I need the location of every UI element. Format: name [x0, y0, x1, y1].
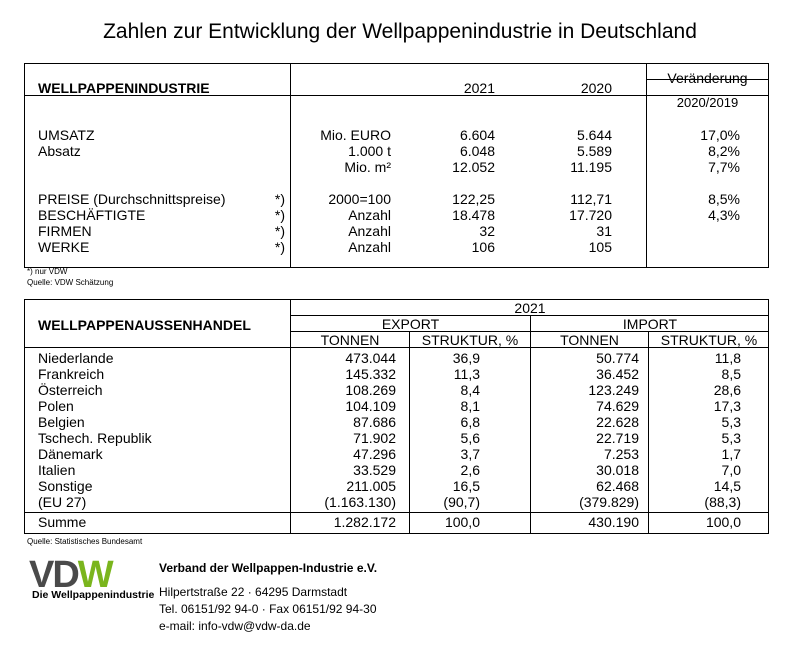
row-2021: 32 — [479, 223, 495, 239]
country-label: Österreich — [38, 382, 103, 398]
import-struktur: 17,3 — [713, 398, 741, 414]
table-heading: WELLPAPPENINDUSTRIE — [38, 80, 210, 96]
row-footnote-mark: *) — [274, 191, 285, 207]
export-struktur: 3,7 — [460, 446, 480, 462]
export-tonnen: 47.296 — [353, 446, 396, 462]
trade-table — [24, 299, 769, 534]
country-label: Polen — [38, 398, 74, 414]
row-label: Absatz — [38, 143, 81, 159]
row-unit: Mio. EURO — [320, 127, 391, 143]
export-tonnen: 108.269 — [345, 382, 396, 398]
row-footnote-mark: *) — [274, 239, 285, 255]
sum-import-struktur: 100,0 — [705, 514, 741, 530]
import-tonnen: 123.249 — [588, 382, 639, 398]
country-label: Italien — [38, 462, 76, 478]
import-tonnen: 50.774 — [596, 350, 639, 366]
row-unit: Anzahl — [348, 239, 391, 255]
country-label: Dänemark — [38, 446, 103, 462]
export-tonnen: 473.044 — [345, 350, 396, 366]
import-struktur: 14,5 — [713, 478, 741, 494]
sum-export-struktur: 100,0 — [444, 514, 480, 530]
page-title: Zahlen zur Entwicklung der Wellpappenindustrie in Deutschland — [103, 20, 697, 43]
row-change: 17,0% — [700, 127, 740, 143]
country-label: (EU 27) — [38, 494, 87, 510]
export-tonnen: (1.163.130) — [324, 494, 396, 510]
year-header: 2021 — [514, 300, 546, 316]
row-change: 7,7% — [708, 159, 740, 175]
org-name: Verband der Wellpappen-Industrie e.V. — [159, 561, 378, 575]
row-change: 8,5% — [708, 191, 740, 207]
row-unit: Anzahl — [348, 223, 391, 239]
country-label: Belgien — [38, 414, 85, 430]
export-struktur-header: STRUKTUR, % — [421, 332, 519, 348]
row-label: BESCHÄFTIGTE — [38, 207, 146, 223]
country-label: Frankreich — [38, 366, 105, 382]
divider — [25, 512, 768, 513]
import-tonnen: 36.452 — [596, 366, 639, 382]
row-footnote-mark: *) — [274, 223, 285, 239]
logo-subtitle: Die Wellpappenindustrie — [32, 589, 155, 601]
row-change: 4,3% — [708, 207, 740, 223]
export-tonnen: 71.902 — [353, 430, 396, 446]
import-tonnen: 22.628 — [596, 414, 639, 430]
export-header: EXPORT — [381, 316, 440, 332]
row-unit: Mio. m² — [344, 159, 391, 175]
row-2021: 18.478 — [452, 207, 495, 223]
import-struktur: 1,7 — [721, 446, 741, 462]
row-2021: 6.604 — [459, 127, 495, 143]
row-2020: 11.195 — [570, 159, 612, 175]
export-struktur: 11,3 — [453, 366, 480, 382]
table-heading: WELLPAPPENAUSSENHANDEL — [38, 317, 251, 333]
row-2021: 122,25 — [452, 191, 495, 207]
import-tonnen: 30.018 — [596, 462, 639, 478]
footnote-source: Quelle: Statistisches Bundesamt — [27, 537, 143, 546]
import-struktur: 5,3 — [721, 414, 741, 430]
export-struktur: 36,9 — [452, 350, 480, 366]
export-struktur: (90,7) — [443, 494, 480, 510]
import-struktur: 8,5 — [721, 366, 741, 382]
import-tonnen: (379.829) — [579, 494, 639, 510]
col-2021: 2021 — [463, 80, 495, 96]
col-2020: 2020 — [580, 80, 612, 96]
row-2020: 17.720 — [569, 207, 612, 223]
footnote-source: Quelle: VDW Schätzung — [27, 278, 114, 287]
row-2020: 5.644 — [576, 127, 612, 143]
row-2020: 105 — [588, 239, 612, 255]
sum-export-tonnen: 1.282.172 — [333, 514, 396, 530]
export-struktur: 16,5 — [452, 478, 480, 494]
row-2020: 5.589 — [576, 143, 612, 159]
row-unit: Anzahl — [348, 207, 391, 223]
import-struktur: (88,3) — [704, 494, 741, 510]
export-tonnen-header: TONNEN — [320, 332, 380, 348]
export-struktur: 2,6 — [460, 462, 480, 478]
phone-fax: Tel. 06151/92 94-0 · Fax 06151/92 94-30 — [159, 602, 377, 616]
row-label: FIRMEN — [38, 223, 92, 239]
export-tonnen: 33.529 — [353, 462, 396, 478]
export-struktur: 5,6 — [460, 430, 480, 446]
row-label: UMSATZ — [38, 127, 95, 143]
col-change-sub: 2020/2019 — [676, 95, 739, 110]
logo-letter-green: W — [77, 557, 112, 589]
row-2021: 106 — [471, 239, 495, 255]
import-tonnen: 74.629 — [596, 398, 639, 414]
import-tonnen: 7.253 — [603, 446, 639, 462]
industry-table — [24, 63, 769, 268]
import-struktur: 5,3 — [721, 430, 741, 446]
row-2020: 112,71 — [570, 191, 612, 207]
export-tonnen: 104.109 — [345, 398, 396, 414]
export-struktur: 6,8 — [460, 414, 480, 430]
vdw-logo — [29, 557, 149, 589]
row-unit: 1.000 t — [348, 143, 391, 159]
export-tonnen: 87.686 — [353, 414, 396, 430]
import-struktur: 11,8 — [714, 350, 741, 366]
row-unit: 2000=100 — [328, 191, 391, 207]
row-2020: 31 — [596, 223, 612, 239]
row-footnote-mark: *) — [274, 207, 285, 223]
import-tonnen: 62.468 — [596, 478, 639, 494]
address: Hilpertstraße 22 · 64295 Darmstadt — [159, 585, 348, 599]
sum-import-tonnen: 430.190 — [588, 514, 639, 530]
import-struktur: 28,6 — [713, 382, 741, 398]
row-label: WERKE — [38, 239, 90, 255]
email: e-mail: info-vdw@vdw-da.de — [159, 619, 311, 633]
import-header: IMPORT — [622, 316, 678, 332]
logo-letters-dark: VD — [29, 557, 78, 589]
row-change: 8,2% — [708, 143, 740, 159]
export-struktur: 8,1 — [460, 398, 480, 414]
export-tonnen: 211.005 — [346, 478, 396, 494]
country-label: Sonstige — [38, 478, 93, 494]
row-label: PREISE (Durchschnittspreise) — [38, 191, 226, 207]
import-tonnen: 22.719 — [596, 430, 639, 446]
import-struktur: 7,0 — [721, 462, 741, 478]
row-2021: 6.048 — [459, 143, 495, 159]
export-tonnen: 145.332 — [345, 366, 396, 382]
country-label: Tschech. Republik — [38, 430, 152, 446]
country-label: Niederlande — [38, 350, 114, 366]
col-change: Veränderung — [667, 70, 748, 86]
import-tonnen-header: TONNEN — [560, 332, 619, 348]
footnote: *) nur VDW — [27, 267, 68, 276]
svg-text:VDW — [29, 557, 114, 589]
import-struktur-header: STRUKTUR, % — [660, 332, 758, 348]
sum-label: Summe — [38, 514, 87, 530]
export-struktur: 8,4 — [460, 382, 480, 398]
row-2021: 12.052 — [452, 159, 495, 175]
